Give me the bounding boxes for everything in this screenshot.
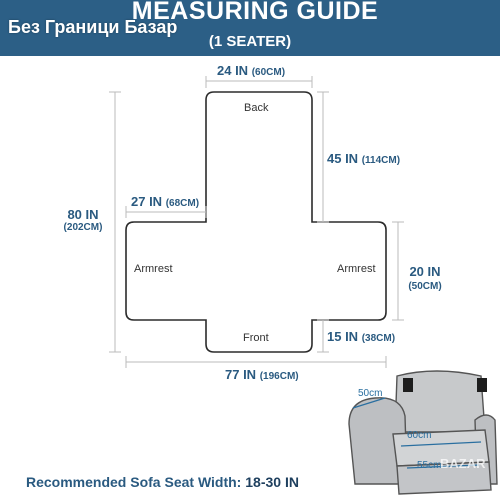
page-title: MEASURING GUIDE (131, 0, 379, 25)
dim-front-drop (327, 329, 395, 344)
dim-top-width-metric: (60CM) (251, 67, 286, 78)
dim-total-width (225, 367, 299, 382)
dim-total-height-value: 80 IN (67, 207, 99, 222)
label-armrest-right: Armrest (337, 263, 376, 275)
dim-front-drop-value: 15 IN (327, 329, 359, 344)
chair-seat-depth: 55cm (417, 460, 442, 471)
label-back: Back (244, 102, 269, 114)
dim-armrest-width-metric: (68CM) (165, 198, 200, 209)
dim-armrest-width-value: 27 IN (131, 194, 163, 209)
watermark-text: Без Граници Базар (8, 17, 178, 37)
dim-top-width (217, 63, 285, 78)
footer-recommendation (26, 474, 299, 490)
dim-total-width-value: 77 IN (225, 367, 257, 382)
dim-total-width-metric: (196CM) (259, 371, 299, 382)
chair-seat-width: 60cm (407, 430, 432, 441)
label-armrest-left: Armrest (134, 263, 173, 275)
dim-total-height (62, 207, 104, 233)
dim-back-height-value: 45 IN (327, 151, 359, 166)
chair-arm-depth: 50cm (358, 388, 383, 399)
dim-back-height (327, 151, 400, 166)
dim-back-height-metric: (114CM) (361, 155, 401, 166)
page-subtitle: (1 SEATER) (208, 33, 292, 50)
cover-outline (126, 92, 386, 352)
dim-top-width-value: 24 IN (217, 63, 249, 78)
dim-armrest-depth (403, 264, 447, 292)
chair-watermark: BAZAR (440, 456, 486, 471)
dim-armrest-depth-metric: (50CM) (408, 281, 442, 292)
label-front: Front (243, 332, 269, 344)
footer-range: 18-30 IN (245, 474, 299, 490)
dim-front-drop-metric: (38CM) (361, 333, 396, 344)
dim-armrest-width (131, 194, 199, 209)
footer-text: Recommended Sofa Seat Width: (26, 474, 246, 490)
dim-total-height-metric: (202CM) (63, 222, 103, 233)
dim-armrest-depth-value: 20 IN (409, 264, 441, 279)
